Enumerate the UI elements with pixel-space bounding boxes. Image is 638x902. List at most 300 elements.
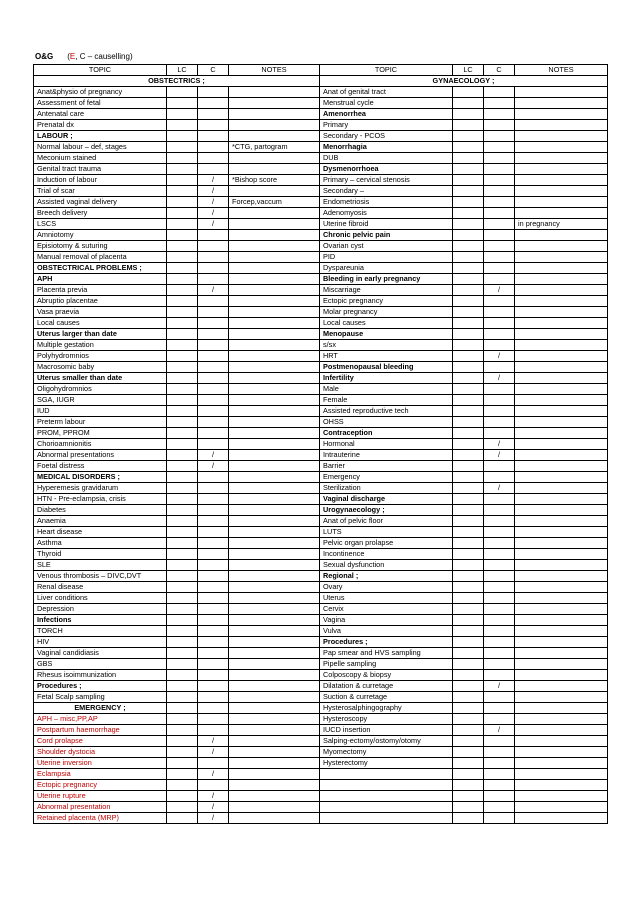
table-row <box>34 637 608 648</box>
cell-lc-left <box>167 362 198 373</box>
cell-topic-left: Manual removal of placenta <box>34 252 167 263</box>
table-row <box>34 252 608 263</box>
cell-c-right <box>484 384 515 395</box>
cell-lc-right <box>453 417 484 428</box>
cell-c-right: / <box>484 439 515 450</box>
cell-lc-right <box>453 736 484 747</box>
cell-c-right <box>484 340 515 351</box>
cell-lc-right <box>453 131 484 142</box>
table-row <box>34 263 608 274</box>
cell-topic-right: Intrauterine <box>320 450 453 461</box>
cell-notes-right <box>515 505 608 516</box>
cell-lc-left <box>167 296 198 307</box>
table-row <box>34 593 608 604</box>
cell-notes-right <box>515 813 608 824</box>
table-row <box>34 505 608 516</box>
cell-topic-left: Meconium stained <box>34 153 167 164</box>
table-body <box>34 65 608 824</box>
cell-notes-right <box>515 758 608 769</box>
col-header-c-right: C <box>484 65 515 76</box>
cell-lc-right <box>453 439 484 450</box>
cell-notes-right <box>515 670 608 681</box>
cell-notes-left <box>229 747 320 758</box>
cell-notes-left <box>229 615 320 626</box>
table-row <box>34 483 608 494</box>
cell-topic-left: Polyhydromnios <box>34 351 167 362</box>
cell-c-left <box>198 593 229 604</box>
cell-notes-right <box>515 307 608 318</box>
cell-topic-left: Procedures ; <box>34 681 167 692</box>
cell-lc-right <box>453 307 484 318</box>
cell-lc-right <box>453 406 484 417</box>
cell-notes-right <box>515 340 608 351</box>
cell-topic-right: IUCD insertion <box>320 725 453 736</box>
cell-topic-left: LSCS <box>34 219 167 230</box>
cell-c-left <box>198 142 229 153</box>
cell-c-right <box>484 582 515 593</box>
cell-topic-right: Contraception <box>320 428 453 439</box>
cell-c-left <box>198 494 229 505</box>
cell-topic-right: Bleeding in early pregnancy <box>320 274 453 285</box>
cell-notes-left <box>229 450 320 461</box>
cell-c-right <box>484 791 515 802</box>
cell-notes-right <box>515 516 608 527</box>
cell-lc-left <box>167 197 198 208</box>
cell-topic-left: Liver conditions <box>34 593 167 604</box>
cell-notes-left <box>229 351 320 362</box>
cell-c-left: / <box>198 450 229 461</box>
cell-c-right: / <box>484 483 515 494</box>
cell-lc-right <box>453 626 484 637</box>
cell-c-right <box>484 197 515 208</box>
cell-notes-left <box>229 208 320 219</box>
cell-topic-left: Renal disease <box>34 582 167 593</box>
cell-c-left <box>198 527 229 538</box>
cell-notes-left <box>229 703 320 714</box>
cell-topic-right: Hysteroscopy <box>320 714 453 725</box>
cell-c-right <box>484 593 515 604</box>
cell-lc-left <box>167 439 198 450</box>
cell-c-left <box>198 307 229 318</box>
cell-lc-left <box>167 494 198 505</box>
cell-notes-left <box>229 659 320 670</box>
cell-notes-left <box>229 230 320 241</box>
cell-c-left <box>198 384 229 395</box>
cell-topic-left: Infections <box>34 615 167 626</box>
cell-c-left <box>198 703 229 714</box>
cell-notes-left <box>229 582 320 593</box>
table-row <box>34 461 608 472</box>
cell-lc-right <box>453 769 484 780</box>
cell-notes-left <box>229 87 320 98</box>
cell-c-left <box>198 131 229 142</box>
cell-notes-left <box>229 549 320 560</box>
cell-topic-right: Dyspareunia <box>320 263 453 274</box>
cell-c-left: / <box>198 802 229 813</box>
cell-c-right <box>484 208 515 219</box>
cell-lc-right <box>453 274 484 285</box>
cell-topic-left: SGA, IUGR <box>34 395 167 406</box>
cell-notes-right <box>515 263 608 274</box>
cell-topic-left: Asthma <box>34 538 167 549</box>
table-row <box>34 450 608 461</box>
cell-notes-right <box>515 87 608 98</box>
cell-lc-left <box>167 98 198 109</box>
cell-c-left <box>198 362 229 373</box>
cell-c-left <box>198 692 229 703</box>
cell-notes-left <box>229 274 320 285</box>
cell-lc-right <box>453 197 484 208</box>
cell-lc-right <box>453 516 484 527</box>
cell-topic-right: Emergency <box>320 472 453 483</box>
cell-c-left <box>198 439 229 450</box>
cell-topic-left: Abruptio placentae <box>34 296 167 307</box>
cell-notes-left: Forcep,vaccum <box>229 197 320 208</box>
cell-topic-right: Ectopic pregnancy <box>320 296 453 307</box>
col-header-topic-left: TOPIC <box>34 65 167 76</box>
cell-c-right <box>484 659 515 670</box>
cell-topic-left: MEDICAL DISORDERS ; <box>34 472 167 483</box>
cell-topic-right <box>320 791 453 802</box>
table-row <box>34 219 608 230</box>
cell-topic-right: HRT <box>320 351 453 362</box>
cell-lc-left <box>167 769 198 780</box>
cell-notes-right <box>515 692 608 703</box>
cell-notes-left <box>229 362 320 373</box>
cell-topic-left: Uterine inversion <box>34 758 167 769</box>
cell-topic-right: Endometriosis <box>320 197 453 208</box>
table-row <box>34 164 608 175</box>
cell-lc-left <box>167 241 198 252</box>
table-row <box>34 362 608 373</box>
cell-notes-right: in pregnancy <box>515 219 608 230</box>
cell-lc-right <box>453 615 484 626</box>
table-row <box>34 659 608 670</box>
document-header <box>35 52 133 61</box>
cell-c-right <box>484 186 515 197</box>
cell-lc-right <box>453 208 484 219</box>
cell-notes-right <box>515 351 608 362</box>
cell-topic-right: s/sx <box>320 340 453 351</box>
cell-topic-right: Secondary – <box>320 186 453 197</box>
cell-c-right <box>484 670 515 681</box>
cell-notes-left <box>229 252 320 263</box>
cell-topic-left: Anat&physio of pregnancy <box>34 87 167 98</box>
cell-lc-right <box>453 560 484 571</box>
cell-lc-right <box>453 428 484 439</box>
table-row <box>34 351 608 362</box>
cell-lc-left <box>167 659 198 670</box>
cell-topic-left: HTN - Pre-eclampsia, crisis <box>34 494 167 505</box>
cell-lc-right <box>453 637 484 648</box>
cell-lc-right <box>453 230 484 241</box>
cell-c-left <box>198 340 229 351</box>
cell-c-left <box>198 428 229 439</box>
cell-notes-right <box>515 703 608 714</box>
cell-topic-left: Oligohydromnios <box>34 384 167 395</box>
table-row <box>34 582 608 593</box>
table-row <box>34 472 608 483</box>
cell-topic-left: Prenatal dx <box>34 120 167 131</box>
cell-notes-left <box>229 186 320 197</box>
cell-notes-left <box>229 769 320 780</box>
cell-topic-left: Chorioamnionitis <box>34 439 167 450</box>
cell-notes-left <box>229 417 320 428</box>
cell-notes-left <box>229 373 320 384</box>
cell-lc-right <box>453 98 484 109</box>
cell-notes-right <box>515 197 608 208</box>
cell-lc-left <box>167 593 198 604</box>
table-row <box>34 296 608 307</box>
cell-notes-right <box>515 296 608 307</box>
cell-lc-left <box>167 615 198 626</box>
cell-notes-right <box>515 109 608 120</box>
cell-notes-left <box>229 318 320 329</box>
cell-notes-right <box>515 769 608 780</box>
cell-topic-right: Pipelle sampling <box>320 659 453 670</box>
cell-c-right <box>484 747 515 758</box>
cell-notes-left <box>229 219 320 230</box>
cell-notes-left <box>229 384 320 395</box>
cell-c-right <box>484 626 515 637</box>
cell-lc-left <box>167 450 198 461</box>
cell-c-right <box>484 571 515 582</box>
cell-lc-left <box>167 417 198 428</box>
table-row <box>34 703 608 714</box>
cell-topic-right: Secondary - PCOS <box>320 131 453 142</box>
cell-lc-left <box>167 175 198 186</box>
cell-notes-right <box>515 230 608 241</box>
cell-lc-right <box>453 549 484 560</box>
table-row <box>34 527 608 538</box>
table-row <box>34 230 608 241</box>
cell-lc-left <box>167 340 198 351</box>
cell-lc-left <box>167 692 198 703</box>
cell-lc-right <box>453 252 484 263</box>
col-header-notes-right: NOTES <box>515 65 608 76</box>
cell-notes-right <box>515 604 608 615</box>
cell-lc-left <box>167 406 198 417</box>
topic-table <box>33 64 608 824</box>
cell-c-left <box>198 109 229 120</box>
cell-topic-left: IUD <box>34 406 167 417</box>
cell-topic-right: Postmenopausal bleeding <box>320 362 453 373</box>
cell-lc-left <box>167 791 198 802</box>
cell-lc-right <box>453 494 484 505</box>
cell-topic-right: Adenomyosis <box>320 208 453 219</box>
cell-c-right <box>484 406 515 417</box>
cell-notes-left <box>229 593 320 604</box>
cell-lc-right <box>453 714 484 725</box>
cell-c-left: / <box>198 197 229 208</box>
table-row <box>34 604 608 615</box>
cell-topic-left: Induction of labour <box>34 175 167 186</box>
cell-notes-right <box>515 637 608 648</box>
cell-topic-left: Preterm labour <box>34 417 167 428</box>
cell-lc-left <box>167 186 198 197</box>
cell-lc-right <box>453 670 484 681</box>
cell-lc-right <box>453 648 484 659</box>
cell-lc-right <box>453 186 484 197</box>
col-header-topic-right: TOPIC <box>320 65 453 76</box>
cell-topic-right: Chronic pelvic pain <box>320 230 453 241</box>
cell-topic-right: Urogynaecology ; <box>320 505 453 516</box>
table-row <box>34 615 608 626</box>
cell-lc-left <box>167 681 198 692</box>
cell-lc-right <box>453 483 484 494</box>
cell-lc-left <box>167 747 198 758</box>
cell-topic-left: Eclampsia <box>34 769 167 780</box>
cell-notes-right <box>515 274 608 285</box>
cell-lc-left <box>167 549 198 560</box>
cell-lc-left <box>167 428 198 439</box>
cell-topic-right: OHSS <box>320 417 453 428</box>
cell-notes-left <box>229 813 320 824</box>
cell-topic-left: Heart disease <box>34 527 167 538</box>
cell-c-left <box>198 780 229 791</box>
cell-lc-right <box>453 659 484 670</box>
cell-notes-left <box>229 153 320 164</box>
cell-topic-left: Thyroid <box>34 549 167 560</box>
cell-topic-right: Colposcopy & biopsy <box>320 670 453 681</box>
cell-topic-right: Vaginal discharge <box>320 494 453 505</box>
cell-lc-left <box>167 318 198 329</box>
cell-c-right <box>484 395 515 406</box>
cell-lc-right <box>453 142 484 153</box>
cell-notes-right <box>515 681 608 692</box>
cell-lc-right <box>453 747 484 758</box>
cell-notes-right <box>515 571 608 582</box>
cell-lc-left <box>167 120 198 131</box>
cell-notes-left <box>229 329 320 340</box>
cell-c-left: / <box>198 813 229 824</box>
cell-lc-right <box>453 527 484 538</box>
cell-notes-right <box>515 626 608 637</box>
cell-notes-right <box>515 747 608 758</box>
cell-c-left <box>198 637 229 648</box>
table-row <box>34 241 608 252</box>
cell-notes-right <box>515 395 608 406</box>
cell-lc-left <box>167 263 198 274</box>
cell-topic-right <box>320 802 453 813</box>
cell-notes-left <box>229 406 320 417</box>
cell-c-right <box>484 758 515 769</box>
cell-topic-right: Female <box>320 395 453 406</box>
cell-topic-right: Assisted reproductive tech <box>320 406 453 417</box>
cell-lc-left <box>167 329 198 340</box>
cell-c-right <box>484 109 515 120</box>
cell-notes-left <box>229 758 320 769</box>
cell-c-right <box>484 164 515 175</box>
col-header-notes-left: NOTES <box>229 65 320 76</box>
cell-notes-left <box>229 780 320 791</box>
cell-c-right <box>484 461 515 472</box>
cell-notes-right <box>515 153 608 164</box>
cell-notes-right <box>515 241 608 252</box>
cell-topic-right: Procedures ; <box>320 637 453 648</box>
cell-lc-right <box>453 780 484 791</box>
cell-lc-left <box>167 637 198 648</box>
cell-lc-right <box>453 120 484 131</box>
table-row <box>34 285 608 296</box>
cell-c-left <box>198 681 229 692</box>
table-row <box>34 670 608 681</box>
cell-c-left <box>198 252 229 263</box>
cell-c-right <box>484 131 515 142</box>
cell-topic-left: TORCH <box>34 626 167 637</box>
cell-c-left <box>198 549 229 560</box>
table-row <box>34 681 608 692</box>
cell-c-left <box>198 615 229 626</box>
cell-topic-left: EMERGENCY ; <box>34 703 167 714</box>
cell-topic-right: Cervix <box>320 604 453 615</box>
cell-c-right <box>484 813 515 824</box>
cell-c-right: / <box>484 373 515 384</box>
cell-notes-right <box>515 439 608 450</box>
cell-topic-left: Local causes <box>34 318 167 329</box>
cell-lc-left <box>167 395 198 406</box>
cell-notes-right <box>515 549 608 560</box>
cell-topic-right: Sexual dysfunction <box>320 560 453 571</box>
cell-lc-right <box>453 351 484 362</box>
cell-c-left <box>198 604 229 615</box>
cell-notes-right <box>515 791 608 802</box>
cell-c-right <box>484 736 515 747</box>
cell-topic-right: Hysterectomy <box>320 758 453 769</box>
header-paren: ( <box>67 52 70 61</box>
section-gynaecology: GYNAECOLOGY ; <box>320 76 608 87</box>
table-row <box>34 406 608 417</box>
cell-notes-left: *CTG, partogram <box>229 142 320 153</box>
cell-topic-right: Sterilization <box>320 483 453 494</box>
cell-lc-right <box>453 241 484 252</box>
cell-lc-left <box>167 813 198 824</box>
cell-notes-left <box>229 494 320 505</box>
table-row <box>34 175 608 186</box>
cell-c-left <box>198 230 229 241</box>
cell-c-left <box>198 758 229 769</box>
cell-notes-right <box>515 450 608 461</box>
cell-c-left <box>198 98 229 109</box>
cell-topic-right: Menopause <box>320 329 453 340</box>
cell-c-right <box>484 516 515 527</box>
cell-topic-right: Vulva <box>320 626 453 637</box>
cell-c-left <box>198 725 229 736</box>
cell-topic-left: Depression <box>34 604 167 615</box>
cell-lc-right <box>453 681 484 692</box>
cell-lc-right <box>453 395 484 406</box>
cell-topic-left: Diabetes <box>34 505 167 516</box>
cell-notes-right <box>515 417 608 428</box>
cell-notes-left <box>229 637 320 648</box>
cell-notes-right <box>515 593 608 604</box>
cell-lc-left <box>167 582 198 593</box>
cell-notes-right <box>515 659 608 670</box>
cell-topic-right: Hysterosalphingography <box>320 703 453 714</box>
cell-topic-right: Miscarriage <box>320 285 453 296</box>
cell-lc-left <box>167 461 198 472</box>
cell-notes-left <box>229 670 320 681</box>
cell-topic-left: Cord prolapse <box>34 736 167 747</box>
cell-notes-left <box>229 285 320 296</box>
cell-topic-left: OBSTECTRICAL PROBLEMS ; <box>34 263 167 274</box>
cell-notes-right <box>515 615 608 626</box>
cell-topic-right: DUB <box>320 153 453 164</box>
cell-c-right <box>484 219 515 230</box>
cell-c-left <box>198 571 229 582</box>
cell-topic-left: Vasa praevia <box>34 307 167 318</box>
cell-topic-right <box>320 813 453 824</box>
